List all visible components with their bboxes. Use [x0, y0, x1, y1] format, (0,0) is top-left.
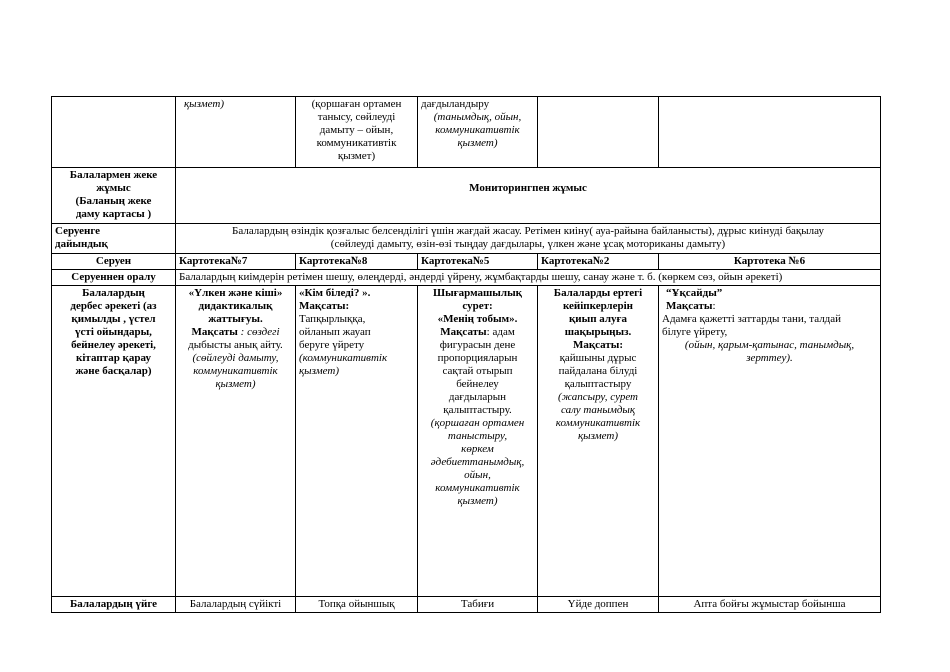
goal-line	[662, 300, 877, 313]
text-line: қызмет)	[337, 150, 376, 162]
activity-label	[52, 286, 176, 597]
text-line: (қоршаған ортамен	[311, 98, 402, 110]
note-line: көркем	[461, 443, 494, 455]
goal-line: беруге үйрету	[299, 339, 365, 351]
activity-title: “Ұқсайды”	[666, 287, 723, 299]
label-line: кітаптар қарау	[76, 352, 151, 364]
label-line: Балалардың	[82, 287, 145, 299]
schedule-table	[51, 96, 881, 613]
goal-line: дыбысты анық айту.	[188, 339, 283, 351]
activity-title: «Менің тобым».	[437, 313, 518, 325]
activity-title: Балаларды ертегі	[553, 287, 643, 299]
row-top-cell-3	[296, 97, 418, 168]
goal-line: Тапқырлыққа,	[299, 313, 366, 325]
label-line: және басқалар)	[75, 365, 152, 377]
note-line: коммуникативтік	[193, 365, 278, 377]
note-line: (жапсыру, сурет	[558, 391, 638, 403]
individual-work-label	[52, 168, 176, 224]
label-line: бейнелеу әрекеті,	[71, 339, 156, 351]
activity-cell-1	[176, 286, 296, 597]
row-walk-prep	[52, 224, 881, 254]
label-line: үсті ойындары,	[75, 326, 152, 338]
home-cell: Апта бойғы жұмыстар бойынша	[659, 597, 881, 613]
activity-title: шақырыңыз.	[564, 326, 632, 338]
walk-card: Картотека№5	[418, 254, 538, 270]
activity-title: жаттығуы.	[208, 313, 263, 325]
walk-prep-content	[176, 224, 881, 254]
row-walk	[52, 254, 881, 270]
note-line: (қоршаған ортамен	[430, 417, 525, 429]
goal-text: : сөздегі	[240, 326, 280, 338]
note-line: ойын,	[464, 469, 491, 481]
label-line: қимылды , үстел	[71, 313, 156, 325]
individual-work-content: Мониторингпен жұмыс	[176, 168, 881, 224]
goal-line: дағдыларын	[448, 391, 507, 403]
row-top-cell-1	[52, 97, 176, 168]
label-line: Балалармен жеке	[69, 169, 158, 181]
row-top-cell-5	[538, 97, 659, 168]
goal-label: Мақсаты	[191, 326, 238, 338]
note-line: қызмет)	[457, 495, 498, 507]
note-line: (ойын, қарым-қатынас, танымдық,	[684, 339, 855, 351]
goal-label: Мақсаты:	[299, 300, 350, 312]
label-line: Серуенге	[55, 225, 101, 237]
activity-title: сурет:	[462, 300, 493, 312]
note-line: (танымдық, ойын,	[433, 111, 522, 123]
walk-label: Серуен	[52, 254, 176, 270]
goal-label: Мақсаты	[666, 300, 713, 312]
text-line: коммуникативтік	[316, 137, 397, 149]
note-line: коммуникативтік	[435, 124, 520, 136]
note-line: салу танымдық	[560, 404, 636, 416]
goal-line: пайдалана білуді	[558, 365, 638, 377]
text-line: дамыту – ойын,	[319, 124, 394, 136]
note-line: қызмет)	[215, 378, 256, 390]
home-cell: Үйде доппен	[538, 597, 659, 613]
walk-prep-label	[52, 224, 176, 254]
label-line: даму картасы )	[75, 208, 152, 220]
goal-text: :	[712, 300, 716, 312]
row-home	[52, 597, 881, 613]
note-line: коммуникативтік	[435, 482, 520, 494]
walk-card: Картотека №6	[659, 254, 881, 270]
note-line: қызмет)	[578, 430, 618, 442]
activity-title: кейіпкерлерін	[562, 300, 634, 312]
note-line: таныстыру,	[447, 430, 508, 442]
row-activity	[52, 286, 881, 597]
label-line: дайындық	[55, 238, 108, 250]
goal-line: білуге үйрету,	[662, 326, 728, 338]
home-cell: Балалардың сүйікті	[176, 597, 296, 613]
row-top-cell-4	[418, 97, 538, 168]
goal-line: пропорцияларын	[437, 352, 518, 364]
activity-title: «Үлкен және кіші»	[188, 287, 283, 299]
note-line: (коммуникативтік	[299, 352, 388, 364]
activity-title: Шығармашылық	[432, 287, 522, 299]
text-line: дағдыландыру	[421, 98, 490, 110]
goal-line: қалыптастыру	[564, 378, 632, 390]
goal-line: сақтай отырып	[442, 365, 513, 377]
label-line: жұмыс	[96, 182, 131, 194]
text-line: (сөйлеуді дамыту, өзін-өзі тыңдау дағдылары, үлкен және ұсақ моториканы дамыту)	[330, 238, 726, 250]
text-line: Балалардың өзіндік қозғалыс белсенділігі үшін жағдай жасау. Ретімен киіну( ауа-райына байланысты), дұрыс киінуді бақылау	[232, 225, 824, 237]
goal-line	[179, 326, 292, 339]
goal-line: қайшыны дұрыс	[559, 352, 637, 364]
row-individual-work	[52, 168, 881, 224]
text-line: танысу, сөйлеуді	[317, 111, 396, 123]
home-cell: Табиғи	[418, 597, 538, 613]
note-line: зерттеу).	[746, 352, 793, 364]
goal-line	[421, 326, 534, 339]
activity-cell-4	[538, 286, 659, 597]
walk-card: Картотека№2	[538, 254, 659, 270]
activity-title: дидактикалық	[198, 300, 273, 312]
home-cell: Топқа ойыншық	[296, 597, 418, 613]
activity-title: «Кім біледі? ».	[299, 287, 371, 299]
goal-line: Адамға қажетті заттарды тани, талдай	[662, 313, 842, 325]
goal-line: бейнелеу	[456, 378, 499, 390]
return-label: Серуеннен оралу	[52, 270, 176, 286]
row-top	[52, 97, 881, 168]
walk-card: Картотека№8	[296, 254, 418, 270]
goal-label: Мақсаты:	[572, 339, 624, 351]
return-content: Балалардың киімдерін ретімен шешу, өлеңдерді, әндерді үйрену, жұмбақтарды шешу, санау және т. б. (көркем сөз, ойын әрекеті)	[176, 270, 881, 286]
note-line: (сөйлеуді дамыту,	[192, 352, 279, 364]
home-label: Балалардың үйге	[52, 597, 176, 613]
goal-line: фигурасын дене	[439, 339, 516, 351]
goal-line: ойланып жауап	[299, 326, 371, 338]
note-line: әдебиеттанымдық,	[430, 456, 525, 468]
row-top-cell-6	[659, 97, 881, 168]
activity-cell-5	[659, 286, 881, 597]
goal-label: Мақсаты	[440, 326, 487, 338]
goal-line: қалыптастыру.	[443, 404, 512, 416]
label-line: (Баланың жеке	[75, 195, 152, 207]
activity-cell-3	[418, 286, 538, 597]
note-line: қызмет)	[299, 365, 339, 377]
activity-title: қиып алуға	[568, 313, 628, 325]
note-line: коммуникативтік	[555, 417, 641, 429]
row-return	[52, 270, 881, 286]
row-top-cell-2: қызмет)	[176, 97, 296, 168]
goal-text: : адам	[486, 326, 515, 338]
activity-cell-2	[296, 286, 418, 597]
note-line: қызмет)	[457, 137, 498, 149]
walk-card: Картотека№7	[176, 254, 296, 270]
label-line: дербес әрекеті (аз	[70, 300, 157, 312]
